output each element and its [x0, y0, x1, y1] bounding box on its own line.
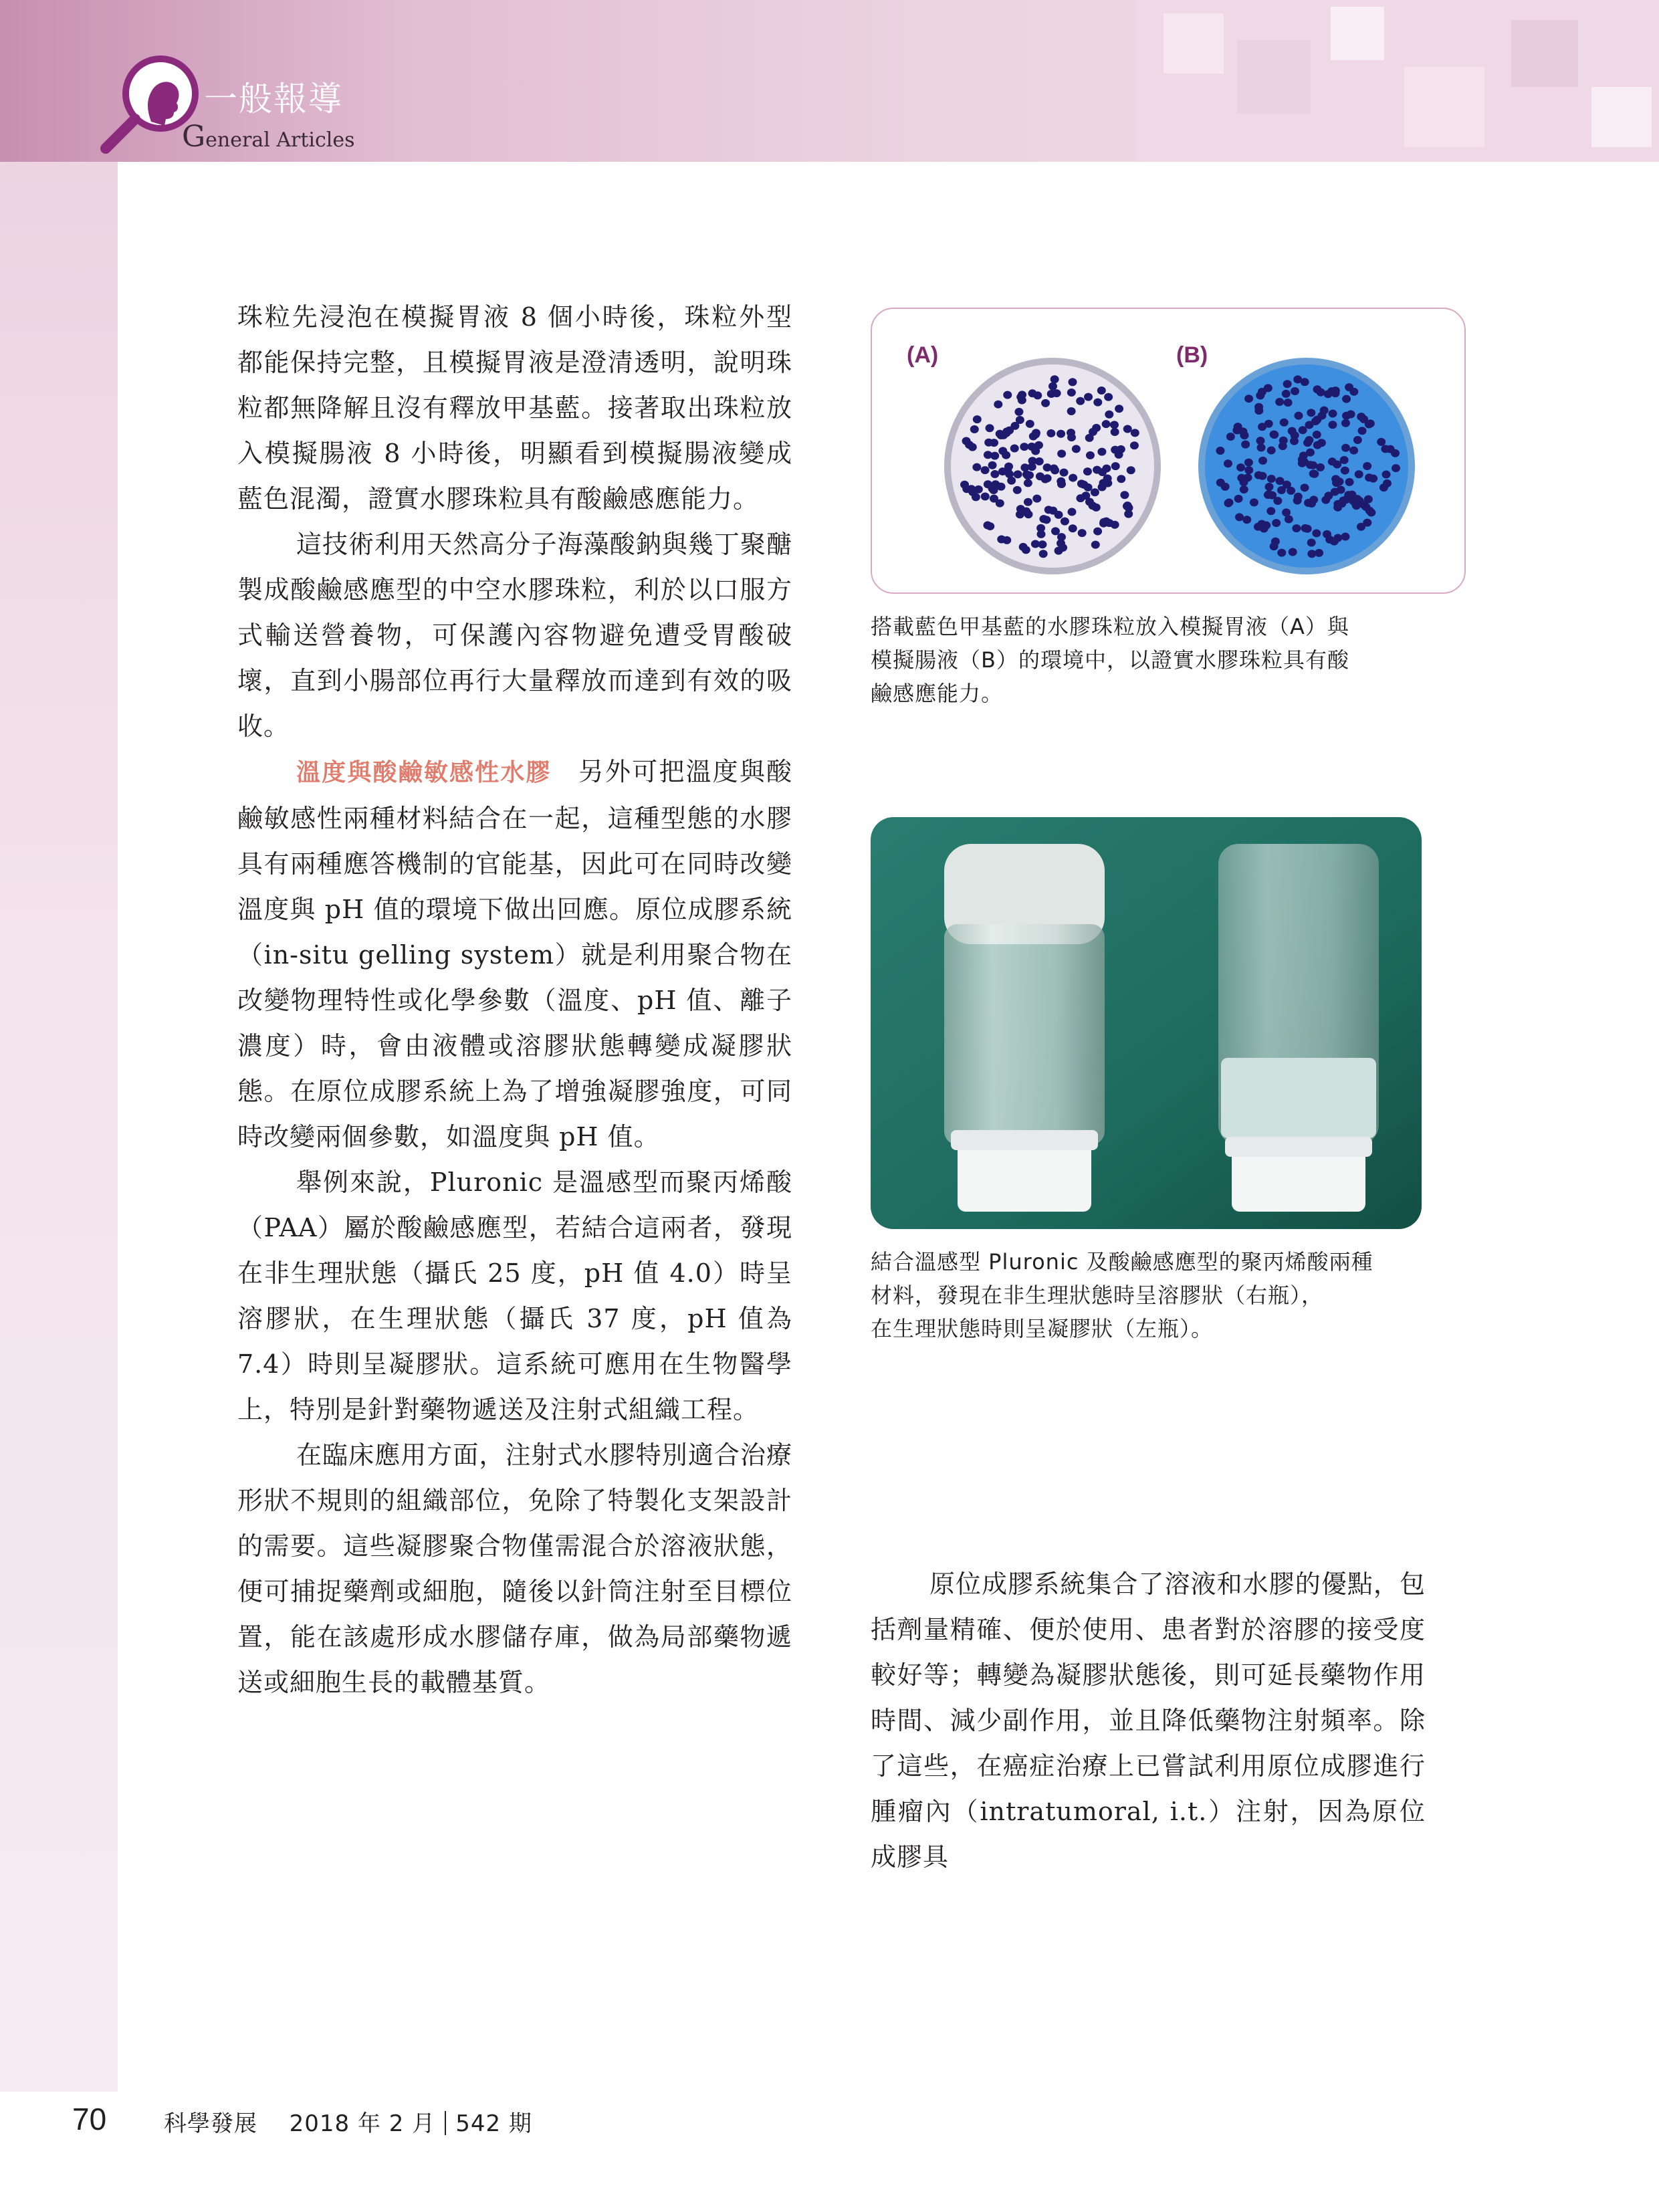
- bead: [1024, 471, 1032, 479]
- bead: [1309, 461, 1317, 469]
- bead: [1299, 426, 1307, 434]
- bead: [998, 467, 1007, 475]
- issue-number: 542 期: [455, 2110, 532, 2137]
- bead: [1250, 498, 1258, 506]
- bead: [962, 437, 971, 445]
- issue-date: 2018 年 2 月: [289, 2110, 436, 2137]
- bead: [1048, 507, 1057, 515]
- bead: [1123, 502, 1132, 510]
- paragraph: 在臨床應用方面，注射式水膠特別適合治療形狀不規則的組織部位，免除了特製化支架設計的需要。這些凝膠聚合物僅需混合於溶液狀態，便可捕捉藥劑或細胞，隨後以針筒注射至目標位置，能在該處形成水膠儲存庫，做為局部藥物遞送或細胞生長的載體基質。: [237, 1440, 792, 1697]
- bead: [1345, 478, 1354, 486]
- bead: [1244, 466, 1253, 474]
- bead: [981, 493, 990, 501]
- bead: [1280, 419, 1289, 427]
- bead: [1036, 530, 1045, 538]
- bead: [1057, 430, 1065, 438]
- bead: [1226, 433, 1235, 441]
- bead: [1283, 380, 1292, 388]
- bead: [1291, 431, 1299, 439]
- bead: [1313, 385, 1321, 393]
- bead: [1020, 443, 1028, 451]
- bead: [1382, 471, 1391, 479]
- bead: [1043, 463, 1052, 471]
- section-subtitle: [182, 120, 355, 154]
- bead: [1331, 475, 1340, 483]
- bead: [1031, 447, 1040, 455]
- bead: [1258, 457, 1267, 465]
- bead: [1050, 466, 1059, 474]
- bead: [1076, 397, 1085, 405]
- bead: [1067, 389, 1076, 397]
- bead: [1293, 375, 1302, 383]
- bead: [1383, 479, 1392, 487]
- header-tile-pattern: [1137, 0, 1659, 162]
- bead: [1010, 445, 1019, 453]
- bead: [1333, 500, 1342, 508]
- bead: [1279, 437, 1288, 445]
- vial-left: [944, 844, 1105, 1212]
- bead: [1285, 516, 1293, 524]
- bead: [1264, 490, 1273, 498]
- bead: [1111, 462, 1120, 470]
- bead: [1358, 427, 1367, 435]
- bead: [1310, 470, 1319, 478]
- bead: [1254, 471, 1263, 479]
- bead: [1306, 449, 1315, 457]
- bead: [1264, 420, 1273, 428]
- bead: [1039, 515, 1048, 523]
- bead: [981, 466, 990, 474]
- bead: [1328, 457, 1337, 465]
- bead: [1357, 523, 1365, 531]
- bead: [1341, 444, 1350, 452]
- bead: [1244, 459, 1253, 467]
- figure-petri-dishes: [871, 308, 1466, 594]
- bead: [1277, 549, 1286, 557]
- bead: [996, 483, 1005, 491]
- bead: [1010, 422, 1019, 430]
- bead: [1272, 519, 1281, 527]
- footer-info: [164, 2105, 532, 2138]
- bead: [1309, 495, 1318, 504]
- heading-paragraph-text: 另外可把溫度與酸鹼敏感性兩種材料結合在一起，這種型態的水膠具有兩種應答機制的官能基，因此可在同時改變溫度與 pH 值的環境下做出回應。原位成膠系統（in-situ gelling system）就是利用聚合物在改變物理特性或化學參數（溫度、pH 值、離子濃度）時，會由液體或溶膠狀態轉變成凝膠狀態。在原位成膠系統上為了增強凝膠強度，可同時改變兩個參數，如溫度與 pH 值。: [237, 757, 792, 1151]
- bead: [1024, 479, 1032, 487]
- bead: [1102, 420, 1111, 428]
- bead: [1093, 528, 1102, 536]
- bead: [1038, 540, 1046, 548]
- bead: [1254, 403, 1263, 411]
- footer-divider: [445, 2111, 446, 2135]
- bead: [1256, 392, 1264, 400]
- bead: [1305, 421, 1314, 429]
- bead: [1267, 447, 1276, 455]
- bead: [1041, 399, 1050, 407]
- bead: [1111, 428, 1119, 436]
- bead: [988, 461, 997, 469]
- bead: [994, 401, 1002, 409]
- bead: [1086, 451, 1095, 459]
- bead: [1097, 448, 1106, 456]
- bead: [1292, 524, 1301, 532]
- paragraph: 舉例來說，Pluronic 是溫感型而聚丙烯酸（PAA）屬於酸鹼感應型，若結合這兩者，發現在非生理狀態（攝氏 25 度，pH 值 4.0）時呈溶膠狀，在生理狀態（攝氏 37 度，pH 值為 7.4）時則呈凝膠狀。這系統可應用在生物醫學上，特別是針對藥物遞送及注射式組織工程。: [237, 1168, 792, 1424]
- bead: [1313, 431, 1321, 439]
- bead: [1340, 456, 1349, 464]
- right-column: [871, 1561, 1426, 1880]
- subsection-heading: 溫度與酸鹼敏感性水膠: [296, 759, 552, 786]
- caption-line: 在生理狀態時則呈凝膠狀（左瓶）。: [871, 1316, 1214, 1341]
- left-margin-strip: [0, 162, 118, 2092]
- bead: [1123, 425, 1132, 433]
- bead: [1028, 457, 1037, 465]
- bead: [1234, 495, 1243, 503]
- caption-line: 結合溫感型 Pluronic 及酸鹼感應型的聚丙烯酸兩種: [871, 1249, 1373, 1275]
- bead: [1085, 497, 1094, 506]
- paragraph: 這技術利用天然高分子海藻酸鈉與幾丁聚醣製成酸鹼感應型的中空水膠珠粒，利於以口服方式輸送營養物，可保護內容物避免遭受胃酸破壞，直到小腸部位再行大量釋放而達到有效的吸收。: [237, 530, 792, 741]
- bead: [1324, 390, 1333, 398]
- bead: [1333, 534, 1342, 542]
- bead: [1341, 467, 1349, 475]
- bead: [1267, 475, 1276, 483]
- bead: [1329, 409, 1337, 417]
- bead: [1104, 393, 1113, 401]
- bead: [1061, 518, 1069, 526]
- vial-right: [1218, 844, 1379, 1212]
- bead: [1069, 524, 1077, 532]
- bead: [1110, 421, 1119, 429]
- bead: [1124, 510, 1133, 518]
- bead: [1270, 431, 1279, 439]
- bead: [1093, 466, 1101, 474]
- bead: [1057, 533, 1066, 541]
- bead: [996, 500, 1004, 508]
- bead: [1115, 405, 1123, 413]
- bead: [1258, 520, 1266, 528]
- bead: [1366, 419, 1375, 427]
- page-number: 70: [72, 2102, 107, 2136]
- bead: [1244, 395, 1253, 403]
- bead: [1307, 539, 1316, 547]
- bead: [1020, 463, 1029, 471]
- bead: [1060, 469, 1069, 477]
- bead: [1323, 530, 1331, 538]
- bead: [1289, 548, 1297, 556]
- bead: [1377, 438, 1386, 446]
- bead: [1067, 508, 1076, 516]
- dish-label-b: (B): [1176, 342, 1208, 368]
- bead: [1093, 399, 1102, 407]
- dish-label-a: (A): [907, 342, 939, 368]
- bead: [1002, 451, 1010, 459]
- bead: [1051, 527, 1060, 535]
- bead: [1241, 441, 1250, 449]
- bead: [1273, 497, 1282, 505]
- bead: [1216, 447, 1224, 455]
- bead: [1291, 387, 1299, 395]
- bead: [1307, 409, 1315, 417]
- bead: [1039, 550, 1048, 558]
- section-subtitle-rest: eneral Articles: [205, 128, 355, 152]
- bead: [1235, 513, 1244, 521]
- bead: [1224, 459, 1232, 467]
- bead: [1364, 495, 1373, 504]
- bead: [1301, 483, 1309, 491]
- petri-dish-photo: [925, 349, 1434, 576]
- bead: [1293, 496, 1302, 504]
- bead: [1313, 415, 1321, 423]
- bead: [990, 470, 999, 478]
- bead: [1022, 546, 1030, 554]
- bead: [1117, 475, 1125, 483]
- bead: [1242, 516, 1251, 524]
- bead: [1091, 541, 1100, 549]
- bead: [1367, 508, 1375, 516]
- paragraph-with-heading: [237, 749, 792, 1159]
- bead: [1342, 395, 1351, 403]
- bead: [1357, 413, 1365, 421]
- bead: [1057, 477, 1065, 485]
- bead: [1024, 498, 1032, 506]
- figure2-caption: [871, 1245, 1459, 1345]
- bead: [1331, 487, 1339, 495]
- bead: [1067, 407, 1076, 415]
- bead: [1083, 467, 1092, 475]
- bead: [984, 451, 992, 459]
- caption-line: 模擬腸液（B）的環境中，以證實水膠珠粒具有酸: [871, 647, 1349, 673]
- bead: [1275, 398, 1284, 406]
- bead: [1224, 500, 1232, 508]
- bead: [1341, 419, 1350, 427]
- paragraph: 原位成膠系統集合了溶液和水膠的優點，包括劑量精確、便於使用、患者對於溶膠的接受度較好等；轉變為凝膠狀態後，則可延長藥物作用時間、減少副作用，並且降低藥物注射頻率。除了這些，在癌症治療上已嘗試利用原位成膠進行腫瘤內（intratumoral, i.t.）注射，因為原位成膠具: [871, 1569, 1426, 1872]
- bead: [1282, 508, 1291, 516]
- bead: [1355, 470, 1363, 478]
- bead: [1022, 508, 1030, 516]
- bead: [1091, 488, 1099, 496]
- bead: [1105, 411, 1113, 419]
- bead: [1014, 470, 1022, 478]
- bead: [1265, 483, 1274, 491]
- bead: [1131, 429, 1139, 437]
- bead: [960, 481, 969, 489]
- bead: [973, 415, 982, 423]
- bead: [1032, 429, 1040, 437]
- bead: [1078, 529, 1087, 537]
- bead: [986, 424, 994, 432]
- bead: [1294, 412, 1303, 420]
- figure1-caption: [871, 610, 1459, 710]
- bead: [984, 439, 993, 447]
- bead: [1072, 445, 1081, 453]
- bead: [1342, 412, 1351, 420]
- bead: [1240, 485, 1248, 493]
- bead: [1111, 521, 1119, 529]
- bead: [1016, 393, 1025, 401]
- bead: [1349, 388, 1358, 396]
- bead: [1341, 533, 1349, 541]
- bead: [1216, 479, 1225, 487]
- bead: [1026, 420, 1034, 428]
- bead: [1369, 475, 1377, 483]
- caption-line: 材料，發現在非生理狀態時呈溶膠狀（右瓶），: [871, 1283, 1324, 1308]
- bead: [1120, 491, 1129, 499]
- bead: [1130, 441, 1139, 449]
- bead: [1277, 486, 1286, 494]
- bead: [1305, 436, 1313, 444]
- bead: [1328, 421, 1337, 429]
- bead: [984, 480, 992, 488]
- bead: [1069, 474, 1077, 482]
- bead: [1312, 529, 1321, 537]
- bead: [1050, 375, 1059, 383]
- bead: [1099, 479, 1108, 487]
- bead: [1089, 428, 1097, 436]
- bead: [1391, 449, 1400, 457]
- bead: [1264, 384, 1273, 392]
- bead: [1284, 399, 1293, 407]
- bead: [1077, 479, 1086, 487]
- section-subtitle-initial: G: [182, 120, 206, 154]
- bead: [1257, 443, 1266, 451]
- bead: [1320, 407, 1329, 415]
- bead: [972, 463, 981, 471]
- bead: [968, 488, 977, 496]
- bead: [1036, 472, 1044, 480]
- bead: [1057, 450, 1066, 458]
- bead: [1117, 445, 1125, 453]
- bead: [1238, 427, 1247, 435]
- bead: [1282, 390, 1291, 398]
- bead: [1270, 542, 1279, 550]
- caption-line: 搭載藍色甲基藍的水膠珠粒放入模擬胃液（A）與: [871, 614, 1349, 639]
- bead: [1315, 549, 1323, 557]
- bead: [1236, 463, 1245, 471]
- magazine-name: 科學發展: [164, 2110, 257, 2137]
- bead: [1076, 494, 1085, 502]
- bead: [1014, 408, 1023, 416]
- left-column: [237, 294, 792, 1705]
- bead: [1047, 390, 1056, 398]
- bead: [1256, 437, 1264, 445]
- bead: [1266, 507, 1275, 515]
- bead: [1344, 491, 1353, 499]
- bead: [970, 425, 979, 433]
- bead: [1298, 459, 1307, 467]
- bead: [1287, 487, 1295, 495]
- bead: [1003, 391, 1012, 399]
- bead: [1099, 518, 1108, 526]
- bead: [997, 536, 1006, 544]
- bead: [1321, 496, 1330, 504]
- bead: [1363, 462, 1371, 470]
- section-title: 一般報導: [204, 80, 343, 118]
- bead: [1392, 464, 1400, 472]
- bead: [1068, 378, 1077, 386]
- bead: [1084, 393, 1093, 401]
- caption-line: 鹼感應能力。: [871, 681, 1004, 706]
- paragraph: 珠粒先浸泡在模擬胃液 8 個小時後，珠粒外型都能保持完整，且模擬胃液是澄清透明，說明珠粒都無降解且沒有釋放甲基藍。接著取出珠粒放入模擬腸液 8 小時後，明顯看到模擬腸液變成藍色混濁，證實水膠珠粒具有酸鹼感應能力。: [237, 302, 792, 514]
- bead: [1303, 525, 1312, 533]
- bead: [1067, 429, 1075, 437]
- bead: [1033, 391, 1042, 399]
- figure-vials-photo: [871, 817, 1422, 1229]
- bead: [1032, 495, 1041, 503]
- bead: [1046, 429, 1055, 437]
- bead: [1349, 447, 1358, 455]
- bead: [1048, 382, 1057, 391]
- bead: [1353, 436, 1362, 444]
- bead: [1276, 477, 1285, 485]
- bead: [1097, 386, 1106, 395]
- bead: [1313, 441, 1322, 449]
- bead: [1013, 486, 1022, 494]
- bead: [986, 522, 994, 530]
- bead: [1127, 466, 1135, 474]
- bead: [1237, 474, 1246, 482]
